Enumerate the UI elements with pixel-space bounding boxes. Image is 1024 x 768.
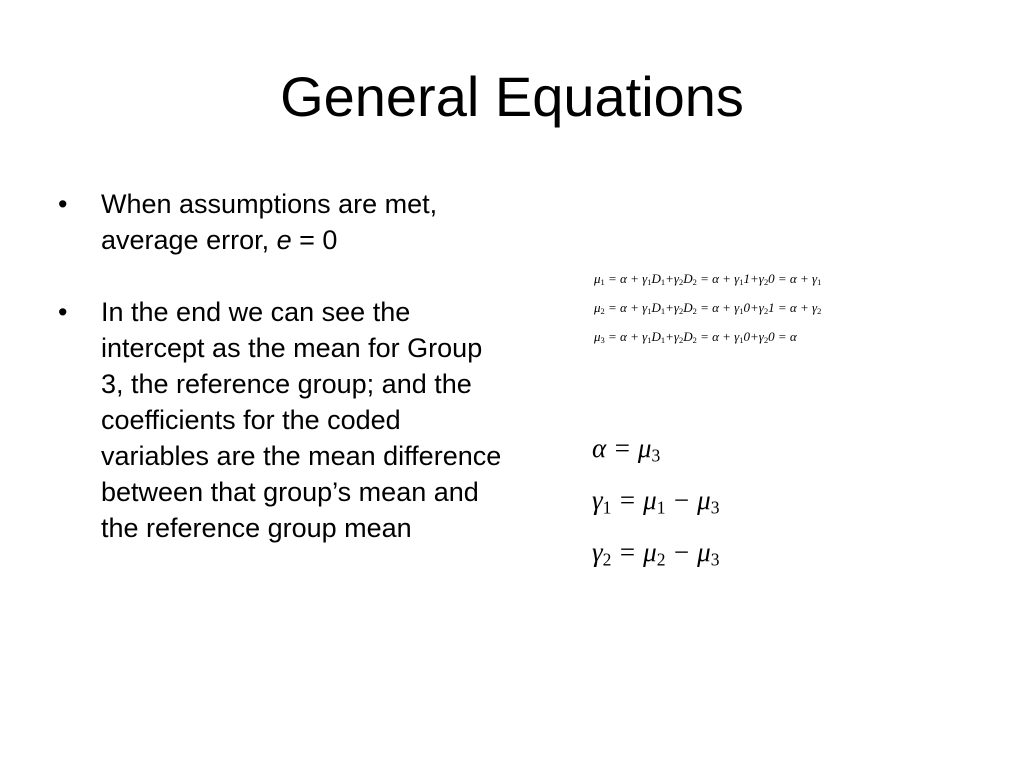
- bullet-emphasis: e: [276, 225, 292, 255]
- equation-row: [592, 422, 720, 474]
- subscript: 1: [647, 335, 652, 346]
- equation-term: +γ: [665, 271, 679, 286]
- equation-term: − μ: [665, 537, 711, 567]
- equation-row: [592, 474, 720, 526]
- bullet-list: [58, 186, 508, 582]
- subscript: 1: [739, 277, 744, 288]
- subscript: 1: [739, 335, 744, 346]
- equation-rhs: = μ: [606, 433, 652, 463]
- subscript: 3: [600, 335, 605, 346]
- group-mean-equations: [594, 264, 821, 351]
- equation-term: 0 = α: [768, 329, 797, 344]
- mu-symbol: μ: [594, 300, 601, 315]
- subscript: 2: [678, 335, 684, 346]
- equation-term: = α + γ: [700, 329, 740, 344]
- subscript: 1: [602, 497, 612, 518]
- subscript: 1: [660, 306, 666, 317]
- bullet-item: [58, 294, 508, 546]
- equation-row: [594, 264, 821, 293]
- subscript: 2: [602, 549, 612, 570]
- mu-symbol: μ: [594, 271, 601, 286]
- equation-term: 0+γ: [743, 329, 764, 344]
- equation-row: [594, 322, 821, 351]
- subscript: 2: [763, 335, 769, 346]
- equation-term: D: [683, 271, 693, 286]
- equation-term: = α + γ: [608, 300, 648, 315]
- subscript: 3: [710, 549, 720, 570]
- subscript: 2: [817, 306, 822, 317]
- subscript: 2: [678, 306, 684, 317]
- subscript: 3: [710, 497, 720, 518]
- equation-term: 1+γ: [743, 271, 764, 286]
- equation-rhs: = μ: [611, 485, 657, 515]
- equation-term: = α + γ: [700, 271, 740, 286]
- equation-term: = α + γ: [700, 300, 740, 315]
- subscript: 2: [692, 335, 697, 346]
- subscript: 1: [647, 277, 652, 288]
- equation-lhs: γ: [592, 537, 603, 567]
- equation-term: +γ: [665, 300, 679, 315]
- equation-rhs: = μ: [611, 537, 657, 567]
- equation-lhs: γ: [592, 485, 603, 515]
- subscript: 2: [692, 306, 697, 317]
- equation-term: = α + γ: [608, 329, 648, 344]
- equation-term: 0+γ: [743, 300, 764, 315]
- equation-term: D: [651, 271, 661, 286]
- bullet-item: [58, 186, 508, 258]
- bullet-text: In the end we can see the intercept as the mean for Group 3, the reference group; and the coefficients for the coded variables are the mean difference between that group’s mean and the reference group mean: [101, 297, 502, 543]
- bullet-marker: •: [58, 189, 68, 219]
- equation-term: +γ: [665, 329, 679, 344]
- bullet-text: When assumptions are met, average error,: [101, 189, 438, 255]
- equation-row: [592, 526, 720, 578]
- equation-term: D: [651, 329, 661, 344]
- coefficient-equations: [592, 422, 720, 578]
- subscript: 1: [739, 306, 744, 317]
- equation-term: D: [651, 300, 661, 315]
- subscript: 1: [600, 277, 605, 288]
- equation-term: − μ: [665, 485, 711, 515]
- subscript: 2: [692, 277, 697, 288]
- subscript: 3: [651, 445, 661, 466]
- equation-term: 0 = α + γ: [768, 271, 818, 286]
- subscript: 2: [678, 277, 684, 288]
- slide-title: General Equations: [280, 65, 744, 128]
- subscript: 2: [763, 277, 769, 288]
- subscript: 1: [660, 335, 666, 346]
- equation-term: 1 = α + γ: [768, 300, 818, 315]
- equation-term: D: [683, 329, 693, 344]
- mu-symbol: μ: [594, 329, 601, 344]
- subscript: 2: [763, 306, 769, 317]
- subscript: 1: [656, 497, 666, 518]
- subscript: 1: [660, 277, 666, 288]
- equation-term: = α + γ: [608, 271, 648, 286]
- bullet-marker: •: [58, 297, 68, 327]
- subscript: 2: [600, 306, 605, 317]
- subscript: 1: [817, 277, 822, 288]
- equation-lhs: α: [592, 433, 607, 463]
- bullet-tail: = 0: [291, 225, 338, 255]
- subscript: 2: [656, 549, 666, 570]
- equation-term: D: [683, 300, 693, 315]
- equation-row: [594, 293, 821, 322]
- subscript: 1: [647, 306, 652, 317]
